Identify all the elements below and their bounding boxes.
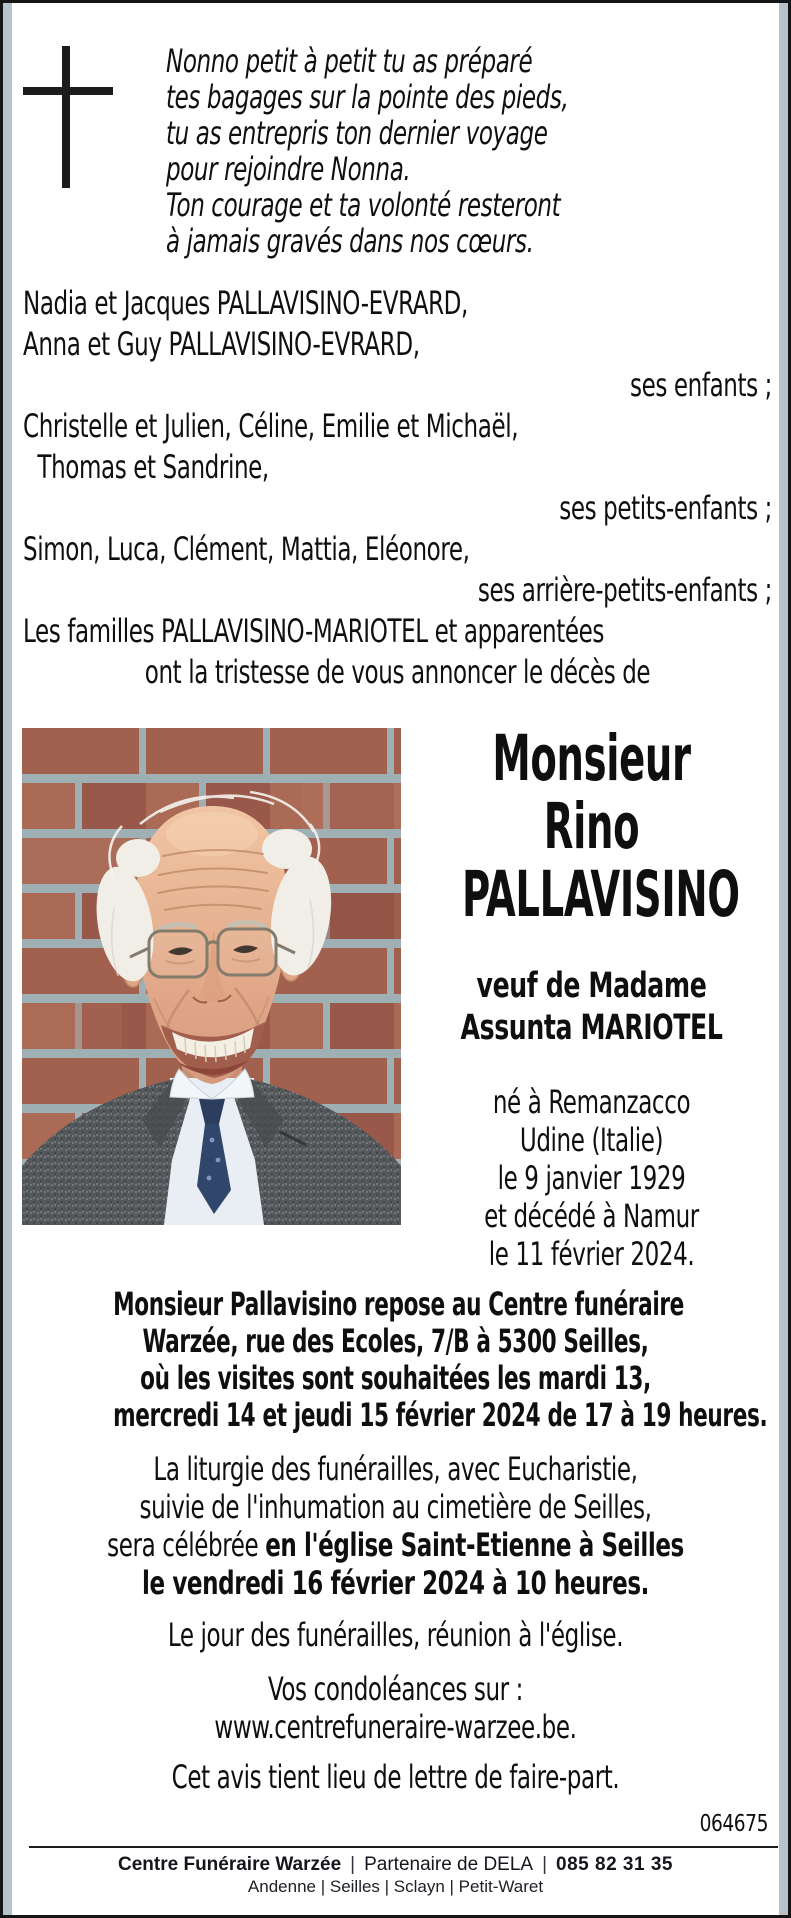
birth-death-line: le 9 janvier 1929	[497, 1159, 686, 1197]
birth-death-info	[401, 1083, 782, 1273]
funeral-datetime: le vendredi 16 février 2024 à 10 heures.	[141, 1564, 649, 1602]
birth-death-line: Udine (Italie)	[519, 1121, 664, 1159]
condolences-website: www.centrefuneraire-warzee.be.	[214, 1708, 577, 1746]
portrait-photo	[22, 728, 401, 1225]
family-line: Anna et Guy PALLAVISINO-EVRARD,	[23, 325, 420, 363]
repose-line: mercredi 14 et jeudi 15 février 2024 de 17 à 19 heures.	[113, 1396, 768, 1434]
phone-number: 085 82 31 35	[556, 1854, 673, 1875]
condolences-block	[19, 1670, 772, 1746]
widower-line: Assunta MARIOTEL	[460, 1008, 723, 1048]
epitaph	[166, 43, 768, 259]
family-line: Thomas et Sandrine,	[37, 448, 269, 486]
reference-number: 064675	[699, 1811, 768, 1837]
deceased-name	[401, 722, 782, 931]
relation-label: ses arrière-petits-enfants ;	[477, 571, 772, 609]
family-line: Les familles PALLAVISINO-MARIOTEL et apparentées	[23, 612, 604, 650]
epitaph-line: tu as entrepris ton dernier voyage	[166, 114, 548, 152]
separator-bar: |	[542, 1854, 548, 1875]
family-line: Simon, Luca, Clément, Mattia, Eléonore,	[23, 530, 470, 568]
family-line: Christelle et Julien, Céline, Emilie et Michaël,	[23, 407, 519, 445]
deceased-name-block	[401, 722, 782, 1273]
liturgy-line: suivie de l'inhumation au cimetière de Seilles,	[139, 1488, 652, 1526]
epitaph-line: pour rejoindre Nonna.	[166, 150, 411, 188]
family-line: Nadia et Jacques PALLAVISINO-EVRARD,	[23, 284, 468, 322]
birth-death-line: le 11 février 2024.	[488, 1235, 695, 1273]
separator-bar: |	[350, 1854, 356, 1875]
reunion-note: Le jour des funérailles, réunion à l'église.	[167, 1616, 624, 1654]
church-name: en l'église Saint-Etienne à Seilles	[265, 1526, 684, 1564]
epitaph-line: Nonno petit à petit tu as préparé	[166, 42, 533, 80]
liturgy-line	[94, 1526, 696, 1564]
repose-line: Monsieur Pallavisino repose au Centre funéraire	[113, 1285, 684, 1323]
footer-locations: Andenne | Seilles | Sclayn | Petit-Waret	[247, 1877, 544, 1896]
widower-line: veuf de Madame	[476, 966, 707, 1006]
announcement-line: ont la tristesse de vous annoncer le décès de	[144, 653, 651, 691]
closing-note: Cet avis tient lieu de lettre de faire-part.	[171, 1758, 620, 1796]
deceased-title: Monsieur	[492, 722, 691, 795]
liturgy-line: La liturgie des funérailles, avec Eucharistie,	[153, 1450, 638, 1488]
birth-death-line: né à Remanzacco	[492, 1083, 691, 1121]
epitaph-line: à jamais gravés dans nos cœurs.	[166, 222, 534, 260]
relation-label: ses enfants ;	[630, 366, 772, 404]
epitaph-line: Ton courage et ta volonté resteront	[166, 186, 561, 224]
deceased-last-name: PALLAVISINO	[461, 858, 740, 931]
deceased-first-name: Rino	[543, 790, 640, 863]
repose-paragraph	[19, 1286, 772, 1434]
birth-death-line: et décédé à Namur	[484, 1197, 699, 1235]
epitaph-line: tes bagages sur la pointe des pieds,	[166, 78, 569, 116]
widower-of	[401, 965, 782, 1049]
left-frame-strip	[3, 3, 12, 1915]
family-announcement	[23, 283, 772, 693]
partner-label: Partenaire de DELA	[364, 1854, 534, 1875]
funeral-home-footer	[17, 1854, 774, 1896]
repose-line: où les visites sont souhaitées les mardi 13,	[140, 1359, 651, 1397]
condolences-label: Vos condoléances sur :	[268, 1670, 523, 1708]
footer-divider	[29, 1846, 778, 1848]
relation-label: ses petits-enfants ;	[559, 489, 772, 527]
liturgy-paragraph	[19, 1450, 772, 1602]
liturgy-line-regular: sera célébrée	[107, 1526, 266, 1564]
repose-line: Warzée, rue des Ecoles, 7/B à 5300 Seilles,	[142, 1322, 649, 1360]
footer-line-1	[17, 1854, 774, 1875]
funeral-home-name: Centre Funéraire Warzée	[118, 1854, 342, 1875]
